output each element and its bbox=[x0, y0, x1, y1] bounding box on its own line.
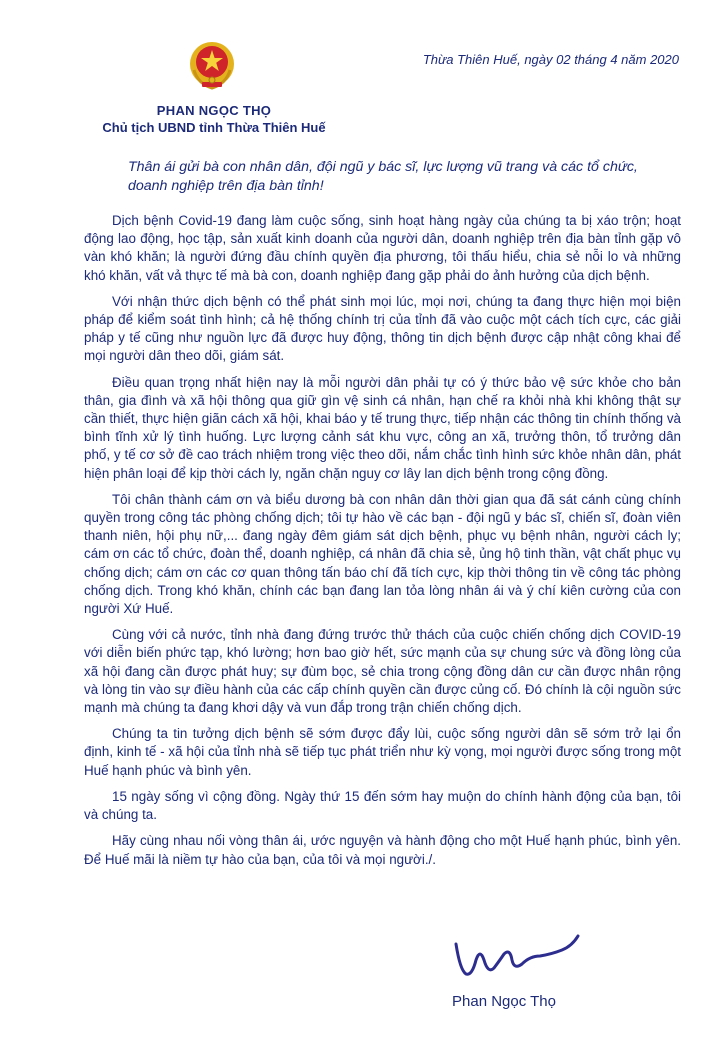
paragraph: Điều quan trọng nhất hiện nay là mỗi người dân phải tự có ý thức bảo vệ sức khỏe cho bản thân, gia đình và xã hội thông qua giữ gìn vệ sinh cá nhân, hạn chế ra khỏi nhà khi không thật sự cần thiết, thực hiện giãn cách xã hội, khai báo y tế trung thực, tiếp nhận các thông tin chính thống và bình tĩnh xử lý tình huống. Lực lượng cảnh sát khu vực, công an xã, trưởng thôn, tổ trưởng dân phố, y tế cơ sở đề cao trách nhiệm trong việc theo dõi, nắm chắc tình hình sức khỏe nhân dân, phát hiện phân loại để kịp thời cách ly, ngăn chặn nguy cơ lây lan dịch bệnh trong cộng đồng. bbox=[84, 374, 681, 481]
dateline: Thừa Thiên Huế, ngày 02 tháng 4 năm 2020 bbox=[422, 52, 679, 67]
paragraph: Tôi chân thành cám ơn và biểu dương bà con nhân dân thời gian qua đã sát cánh cùng chính quyền trong công tác phòng chống dịch; tôi tự hào về các bạn - đội ngũ y bác sĩ, chiến sĩ, đoàn viên thanh niên, hội phụ nữ,... đang ngày đêm giám sát dịch bệnh, phục vụ bệnh nhân, người cách ly; cám ơn các tổ chức, đoàn thể, doanh nghiệp, cá nhân đã chia sẻ, ủng hộ tinh thần, vật chất phục vụ chống dịch; cám ơn các cơ quan thông tấn báo chí đã tích cực, kịp thời thông tin về công tác phòng chống dịch. Trong khó khăn, chính các bạn đang lan tỏa lòng nhân ái và ý chí kiên cường của con người Xứ Huế. bbox=[84, 491, 681, 617]
paragraph: Chúng ta tin tưởng dịch bệnh sẽ sớm được đẩy lùi, cuộc sống người dân sẽ sớm trở lại ổn định, kinh tế - xã hội của tỉnh nhà sẽ tiếp tục phát triển như kỳ vọng, mọi người được sống trong một Huế hạnh phúc và bình yên. bbox=[84, 726, 681, 778]
sender-block bbox=[96, 102, 332, 136]
paragraph: Với nhận thức dịch bệnh có thể phát sinh mọi lúc, mọi nơi, chúng ta đang thực hiện mọi biện pháp để kiểm soát tình hình; cả hệ thống chính trị của tỉnh đã vào cuộc một cách tích cực, các giải pháp y tế cũng như nguồn lực đã được huy động, thông tin dịch bệnh được cập nhật công khai để mọi người dân theo dõi, giám sát. bbox=[84, 293, 681, 364]
paragraph: Cùng với cả nước, tỉnh nhà đang đứng trước thử thách của cuộc chiến chống dịch COVID-19 với diễn biến phức tạp, khó lường; hơn bao giờ hết, sức mạnh của sự chung sức và đồng lòng của xã hội đang cần được phát huy; sự đùm bọc, sẻ chia trong cộng đồng dân cư cần được nhân rộng và lòng tin vào sự điều hành của các cấp chính quyền cần được củng cố. Đó chính là cội nguồn sức mạnh mà chúng ta đang khơi dậy và vun đắp trong trận chiến chống dịch. bbox=[84, 627, 681, 716]
paragraph: Dịch bệnh Covid-19 đang làm cuộc sống, sinh hoạt hàng ngày của chúng ta bị xáo trộn; hoạt động lao động, học tập, sản xuất kinh doanh của người dân, doanh nghiệp trên địa bàn tỉnh gặp vô vàn khó khăn; là người đứng đầu chính quyền địa phương, tôi thấu hiểu, chia sẻ nỗi lo và những khó khăn, vất vả thực tế mà bà con, doanh nghiệp đang gặp phải do ảnh hưởng của dịch bệnh. bbox=[84, 213, 681, 283]
national-emblem-icon bbox=[188, 40, 236, 92]
letter-body bbox=[84, 212, 681, 877]
greeting: Thân ái gửi bà con nhân dân, đội ngũ y bác sĩ, lực lượng vũ trang và các tổ chức, doanh nghiệp trên địa bàn tỉnh! bbox=[128, 159, 638, 194]
signer-name: Phan Ngọc Thọ bbox=[452, 993, 556, 1010]
sender-name: PHAN NGỌC THỌ bbox=[156, 103, 272, 118]
paragraph: Hãy cùng nhau nối vòng thân ái, ước nguyện và hành động cho một Huế hạnh phúc, bình yên. Để Huế mãi là niềm tự hào của bạn, của tôi và mọi người./. bbox=[84, 833, 681, 867]
paragraph: 15 ngày sống vì cộng đồng. Ngày thứ 15 đến sớm hay muộn do chính hành động của bạn, tôi và chúng ta. bbox=[84, 788, 681, 823]
signature-image bbox=[452, 930, 582, 980]
sender-title: Chủ tịch UBND tỉnh Thừa Thiên Huế bbox=[102, 120, 326, 135]
